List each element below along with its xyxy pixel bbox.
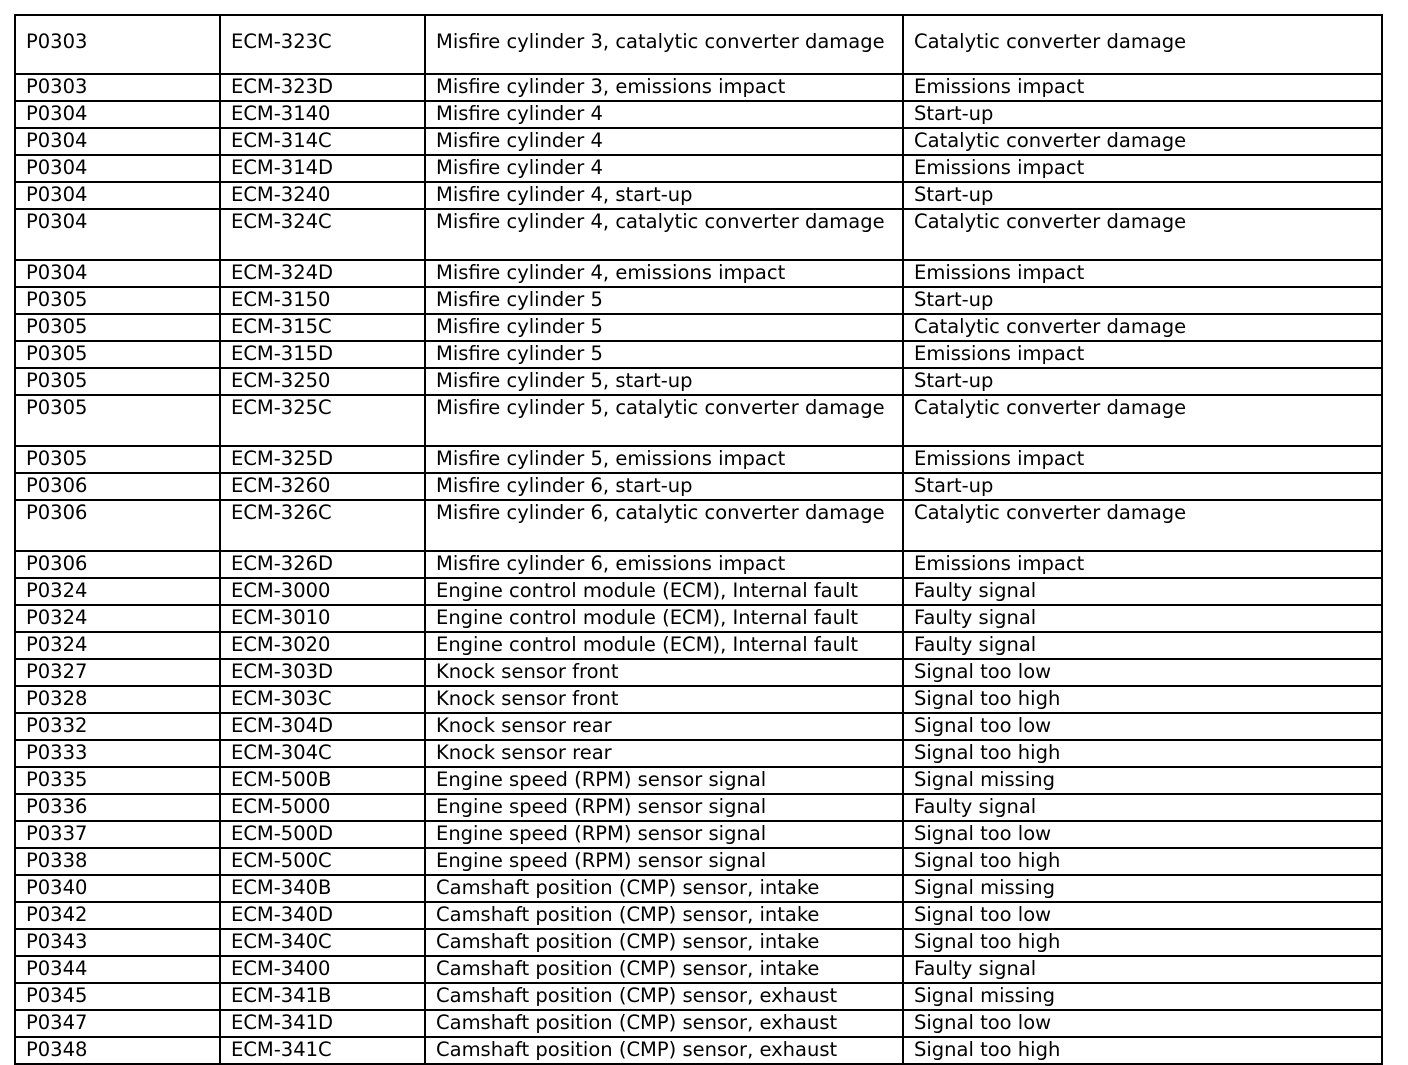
description-cell: Misfire cylinder 4, catalytic converter damage [425, 209, 903, 260]
ecm-code-cell: ECM-3260 [220, 473, 425, 500]
fault-type-cell: Start-up [903, 101, 1382, 128]
table-row [15, 473, 1382, 500]
fault-type-cell: Start-up [903, 473, 1382, 500]
table-row [15, 875, 1382, 902]
dtc-code-cell: P0305 [15, 314, 220, 341]
description-cell: Misfire cylinder 5, emissions impact [425, 446, 903, 473]
description-cell: Misfire cylinder 5 [425, 314, 903, 341]
description-cell: Engine speed (RPM) sensor signal [425, 821, 903, 848]
description-cell: Camshaft position (CMP) sensor, intake [425, 902, 903, 929]
ecm-code-cell: ECM-324D [220, 260, 425, 287]
table-row [15, 446, 1382, 473]
ecm-code-cell: ECM-3140 [220, 101, 425, 128]
fault-type-cell: Signal missing [903, 767, 1382, 794]
table-row [15, 1010, 1382, 1037]
fault-type-cell: Signal too high [903, 1037, 1382, 1064]
fault-type-cell: Catalytic converter damage [903, 128, 1382, 155]
table-row [15, 929, 1382, 956]
dtc-code-cell: P0303 [15, 74, 220, 101]
dtc-code-cell: P0305 [15, 368, 220, 395]
table-row [15, 15, 1382, 74]
fault-type-cell: Start-up [903, 182, 1382, 209]
fault-type-cell: Emissions impact [903, 74, 1382, 101]
fault-type-cell: Emissions impact [903, 260, 1382, 287]
fault-type-cell: Faulty signal [903, 605, 1382, 632]
ecm-code-cell: ECM-340C [220, 929, 425, 956]
description-cell: Misfire cylinder 5 [425, 341, 903, 368]
dtc-code-cell: P0335 [15, 767, 220, 794]
table-row [15, 155, 1382, 182]
fault-type-cell: Start-up [903, 287, 1382, 314]
description-cell: Misfire cylinder 5, catalytic converter damage [425, 395, 903, 446]
ecm-code-cell: ECM-303C [220, 686, 425, 713]
dtc-code-cell: P0305 [15, 341, 220, 368]
ecm-code-cell: ECM-341B [220, 983, 425, 1010]
table-row [15, 101, 1382, 128]
table-row [15, 287, 1382, 314]
fault-type-cell: Signal too low [903, 1010, 1382, 1037]
description-cell: Misfire cylinder 3, emissions impact [425, 74, 903, 101]
ecm-code-cell: ECM-304D [220, 713, 425, 740]
fault-type-cell: Emissions impact [903, 155, 1382, 182]
description-cell: Knock sensor front [425, 686, 903, 713]
description-cell: Camshaft position (CMP) sensor, intake [425, 875, 903, 902]
table-row [15, 659, 1382, 686]
dtc-code-cell: P0304 [15, 101, 220, 128]
ecm-code-cell: ECM-3020 [220, 632, 425, 659]
table-row [15, 713, 1382, 740]
ecm-code-cell: ECM-325D [220, 446, 425, 473]
fault-type-cell: Catalytic converter damage [903, 500, 1382, 551]
table-row [15, 1037, 1382, 1064]
table-row [15, 209, 1382, 260]
ecm-code-cell: ECM-323C [220, 15, 425, 74]
table-row [15, 500, 1382, 551]
ecm-code-cell: ECM-3000 [220, 578, 425, 605]
description-cell: Engine control module (ECM), Internal fault [425, 632, 903, 659]
ecm-code-cell: ECM-341C [220, 1037, 425, 1064]
description-cell: Engine speed (RPM) sensor signal [425, 767, 903, 794]
table-row [15, 368, 1382, 395]
fault-type-cell: Start-up [903, 368, 1382, 395]
fault-type-cell: Signal too high [903, 686, 1382, 713]
description-cell: Camshaft position (CMP) sensor, exhaust [425, 983, 903, 1010]
ecm-code-cell: ECM-3150 [220, 287, 425, 314]
table-row [15, 341, 1382, 368]
description-cell: Camshaft position (CMP) sensor, intake [425, 929, 903, 956]
fault-type-cell: Catalytic converter damage [903, 314, 1382, 341]
dtc-code-cell: P0336 [15, 794, 220, 821]
description-cell: Camshaft position (CMP) sensor, exhaust [425, 1010, 903, 1037]
dtc-code-cell: P0343 [15, 929, 220, 956]
description-cell: Engine speed (RPM) sensor signal [425, 848, 903, 875]
ecm-code-cell: ECM-3400 [220, 956, 425, 983]
description-cell: Misfire cylinder 4 [425, 128, 903, 155]
dtc-code-cell: P0333 [15, 740, 220, 767]
ecm-code-cell: ECM-5000 [220, 794, 425, 821]
description-cell: Misfire cylinder 6, catalytic converter damage [425, 500, 903, 551]
ecm-code-cell: ECM-303D [220, 659, 425, 686]
ecm-code-cell: ECM-3240 [220, 182, 425, 209]
table-row [15, 983, 1382, 1010]
ecm-code-cell: ECM-500C [220, 848, 425, 875]
dtc-code-cell: P0304 [15, 209, 220, 260]
table-row [15, 794, 1382, 821]
dtc-code-cell: P0303 [15, 15, 220, 74]
description-cell: Engine speed (RPM) sensor signal [425, 794, 903, 821]
ecm-code-cell: ECM-315C [220, 314, 425, 341]
ecm-code-cell: ECM-323D [220, 74, 425, 101]
dtc-code-cell: P0340 [15, 875, 220, 902]
fault-type-cell: Faulty signal [903, 956, 1382, 983]
dtc-code-cell: P0304 [15, 182, 220, 209]
dtc-code-cell: P0337 [15, 821, 220, 848]
fault-type-cell: Catalytic converter damage [903, 395, 1382, 446]
table-row [15, 182, 1382, 209]
table-row [15, 128, 1382, 155]
dtc-code-cell: P0306 [15, 473, 220, 500]
dtc-code-cell: P0304 [15, 260, 220, 287]
description-cell: Knock sensor rear [425, 713, 903, 740]
fault-type-cell: Faulty signal [903, 632, 1382, 659]
table-row [15, 848, 1382, 875]
ecm-code-cell: ECM-500D [220, 821, 425, 848]
dtc-code-cell: P0338 [15, 848, 220, 875]
table-row [15, 395, 1382, 446]
fault-type-cell: Emissions impact [903, 446, 1382, 473]
ecm-code-cell: ECM-324C [220, 209, 425, 260]
table-row [15, 605, 1382, 632]
table-row [15, 632, 1382, 659]
ecm-code-cell: ECM-315D [220, 341, 425, 368]
description-cell: Misfire cylinder 4, start-up [425, 182, 903, 209]
table-row [15, 260, 1382, 287]
description-cell: Knock sensor rear [425, 740, 903, 767]
description-cell: Camshaft position (CMP) sensor, intake [425, 956, 903, 983]
dtc-code-cell: P0306 [15, 551, 220, 578]
dtc-code-cell: P0324 [15, 632, 220, 659]
description-cell: Camshaft position (CMP) sensor, exhaust [425, 1037, 903, 1064]
table-row [15, 740, 1382, 767]
table-row [15, 551, 1382, 578]
dtc-code-cell: P0332 [15, 713, 220, 740]
description-cell: Misfire cylinder 6, emissions impact [425, 551, 903, 578]
ecm-code-cell: ECM-326C [220, 500, 425, 551]
description-cell: Misfire cylinder 3, catalytic converter damage [425, 15, 903, 74]
fault-type-cell: Signal too low [903, 659, 1382, 686]
description-cell: Engine control module (ECM), Internal fault [425, 578, 903, 605]
table-row [15, 956, 1382, 983]
fault-type-cell: Catalytic converter damage [903, 15, 1382, 74]
dtc-code-cell: P0305 [15, 287, 220, 314]
description-cell: Misfire cylinder 6, start-up [425, 473, 903, 500]
description-cell: Knock sensor front [425, 659, 903, 686]
dtc-code-cell: P0344 [15, 956, 220, 983]
ecm-code-cell: ECM-314D [220, 155, 425, 182]
dtc-code-cell: P0342 [15, 902, 220, 929]
table-row [15, 578, 1382, 605]
fault-type-cell: Signal too low [903, 713, 1382, 740]
description-cell: Misfire cylinder 5, start-up [425, 368, 903, 395]
table-row [15, 74, 1382, 101]
table-row [15, 767, 1382, 794]
fault-type-cell: Signal too low [903, 821, 1382, 848]
fault-type-cell: Signal too high [903, 929, 1382, 956]
ecm-code-cell: ECM-340D [220, 902, 425, 929]
ecm-code-cell: ECM-314C [220, 128, 425, 155]
dtc-code-cell: P0328 [15, 686, 220, 713]
ecm-code-cell: ECM-304C [220, 740, 425, 767]
description-cell: Misfire cylinder 5 [425, 287, 903, 314]
dtc-table [14, 14, 1383, 1065]
ecm-code-cell: ECM-3250 [220, 368, 425, 395]
dtc-code-cell: P0347 [15, 1010, 220, 1037]
fault-type-cell: Emissions impact [903, 341, 1382, 368]
dtc-code-cell: P0345 [15, 983, 220, 1010]
ecm-code-cell: ECM-325C [220, 395, 425, 446]
ecm-code-cell: ECM-341D [220, 1010, 425, 1037]
ecm-code-cell: ECM-3010 [220, 605, 425, 632]
dtc-code-cell: P0304 [15, 155, 220, 182]
table-row [15, 902, 1382, 929]
fault-type-cell: Catalytic converter damage [903, 209, 1382, 260]
fault-type-cell: Faulty signal [903, 578, 1382, 605]
table-row [15, 314, 1382, 341]
dtc-table-body [15, 15, 1382, 1064]
dtc-code-cell: P0327 [15, 659, 220, 686]
table-row [15, 686, 1382, 713]
fault-type-cell: Signal missing [903, 983, 1382, 1010]
dtc-code-cell: P0324 [15, 605, 220, 632]
dtc-code-cell: P0306 [15, 500, 220, 551]
fault-type-cell: Signal too high [903, 740, 1382, 767]
description-cell: Misfire cylinder 4, emissions impact [425, 260, 903, 287]
ecm-code-cell: ECM-326D [220, 551, 425, 578]
table-row [15, 821, 1382, 848]
fault-type-cell: Signal too high [903, 848, 1382, 875]
ecm-code-cell: ECM-340B [220, 875, 425, 902]
dtc-code-cell: P0348 [15, 1037, 220, 1064]
fault-type-cell: Emissions impact [903, 551, 1382, 578]
dtc-code-cell: P0305 [15, 446, 220, 473]
description-cell: Misfire cylinder 4 [425, 101, 903, 128]
dtc-code-cell: P0324 [15, 578, 220, 605]
fault-type-cell: Signal missing [903, 875, 1382, 902]
dtc-code-cell: P0305 [15, 395, 220, 446]
dtc-code-cell: P0304 [15, 128, 220, 155]
ecm-code-cell: ECM-500B [220, 767, 425, 794]
description-cell: Engine control module (ECM), Internal fault [425, 605, 903, 632]
description-cell: Misfire cylinder 4 [425, 155, 903, 182]
fault-type-cell: Signal too low [903, 902, 1382, 929]
fault-type-cell: Faulty signal [903, 794, 1382, 821]
